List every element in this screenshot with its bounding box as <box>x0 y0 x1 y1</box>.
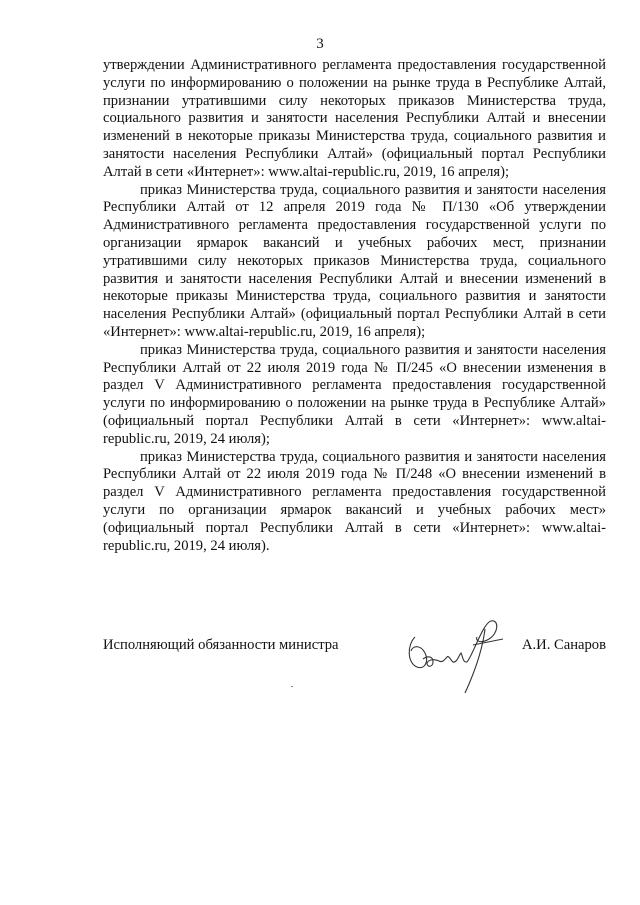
paragraph-continuation: утверждении Административного регламента предоставления государственной услуги по информированию о положении на рынке труда в Республике Алтай, признании утратившими силу некоторых приказов Министерства труда, социального развития и занятости населения Республики Алтай и внесении изменений в некоторые приказы Министерства труда, социального развития и занятости населения Республики Алтай» (официальный портал Республики Алтай в сети «Интернет»: www.altai-republic.ru, 2019, 16 апреля); <box>103 57 606 180</box>
document-body <box>103 57 606 555</box>
page-number: 3 <box>316 36 324 52</box>
signatory-title: Исполняющий обязанности министра <box>103 637 339 653</box>
scan-artifact-dot <box>291 686 293 687</box>
handwritten-signature <box>403 615 523 705</box>
paragraph-order-p245: приказ Министерства труда, социального развития и занятости населения Республики Алтай от 22 июля 2019 года № П/245 «О внесении изменения в раздел V Административного регламента предоставления государственной услуги по информированию о положении на рынке труда в Республике Алтай» (официальный портал Республики Алтай в сети «Интернет»: www.altai-republic.ru, 2019, 24 июля); <box>103 341 606 447</box>
signature-block <box>103 633 606 703</box>
signatory-name: А.И. Санаров <box>521 637 606 653</box>
paragraph-order-p248: приказ Министерства труда, социального развития и занятости населения Республики Алтай от 22 июля 2019 года № П/248 «О внесении изменений в раздел V Административного регламента предоставления государственной услуги по организации ярмарок вакансий и учебных рабочих мест» (официальный портал Республики Алтай в сети «Интернет»: www.altai-republic.ru, 2019, 24 июля). <box>103 448 606 554</box>
paragraph-order-p130: приказ Министерства труда, социального развития и занятости населения Республики Алтай от 12 апреля 2019 года № П/130 «Об утверждении Административного регламента предоставления государственной услуги по организации ярмарок вакансий и учебных рабочих мест, признании утратившими силу некоторых приказов Министерства труда, социального развития и занятости населения Республики Алтай и внесении изменений в некоторые приказы Министерства труда, социального развития и занятости населения Республики Алтай» (официальный портал Республики Алтай в сети «Интернет»: www.altai-republic.ru, 2019, 16 апреля); <box>103 181 606 340</box>
